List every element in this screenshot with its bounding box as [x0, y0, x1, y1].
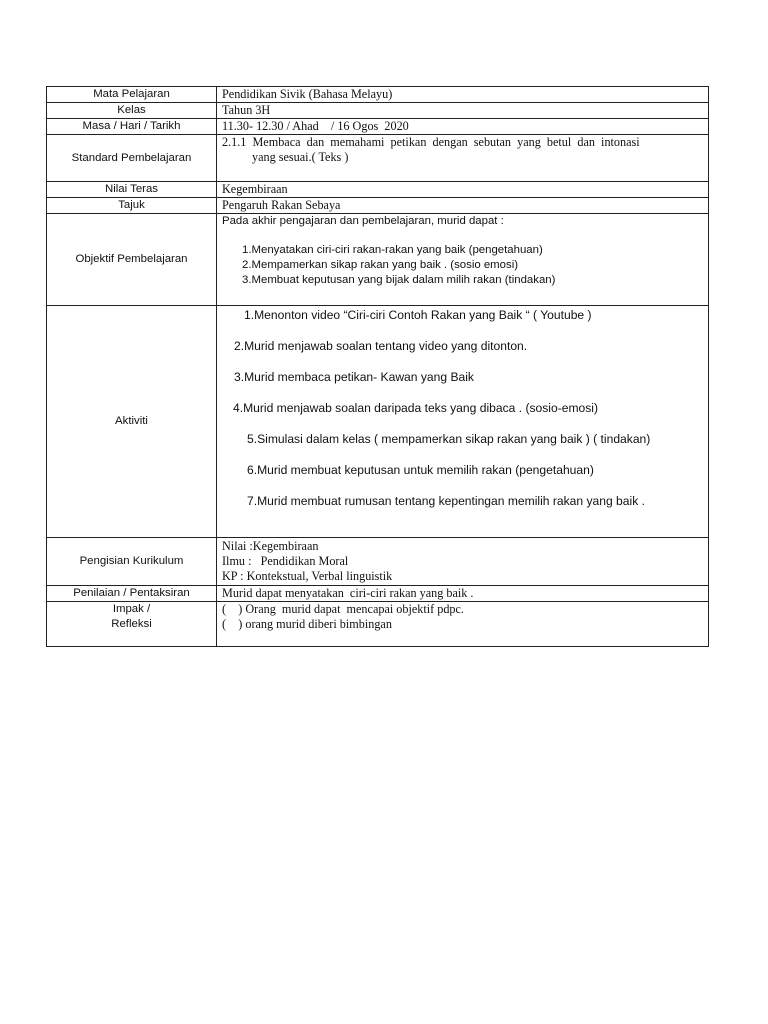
label-standard: Standard Pembelajaran	[47, 135, 217, 182]
row-nilai-teras	[47, 182, 709, 198]
aktiviti-item: 1.Menonton video “Ciri-ciri Contoh Rakan yang Baik “ ( Youtube )	[244, 308, 592, 322]
row-aktiviti	[47, 306, 709, 538]
value-mata-pelajaran: Pendidikan Sivik (Bahasa Melayu)	[217, 87, 709, 103]
value-objektif	[217, 214, 709, 306]
label-impak	[47, 602, 217, 647]
impak-label-line-2: Refleksi	[111, 618, 152, 630]
value-aktiviti	[217, 306, 709, 538]
aktiviti-item: 3.Murid membaca petikan- Kawan yang Baik	[234, 370, 474, 384]
label-nilai-teras: Nilai Teras	[47, 182, 217, 198]
standard-line-1: 2.1.1 Membaca dan memahami petikan dengan sebutan yang betul dan intonasi	[222, 135, 640, 149]
objektif-list	[222, 243, 703, 288]
row-pengisian	[47, 538, 709, 586]
pengisian-nilai: Nilai :Kegembiraan	[222, 539, 319, 553]
aktiviti-item: 2.Murid menjawab soalan tentang video yang ditonton.	[234, 339, 528, 353]
label-pengisian: Pengisian Kurikulum	[47, 538, 217, 586]
pengisian-kp: KP : Kontekstual, Verbal linguistik	[222, 569, 393, 583]
value-masa: 11.30- 12.30 / Ahad / 16 Ogos 2020	[217, 119, 709, 135]
lesson-plan-table	[46, 86, 709, 647]
aktiviti-item: 7.Murid membuat rumusan tentang kepentingan memilih rakan yang baik .	[247, 494, 645, 508]
label-masa: Masa / Hari / Tarikh	[47, 119, 217, 135]
label-aktiviti: Aktiviti	[47, 306, 217, 538]
standard-line-2: yang sesuai.( Teks )	[252, 150, 349, 164]
aktiviti-item: 6.Murid membuat keputusan untuk memilih rakan (pengetahuan)	[247, 463, 594, 477]
value-standard	[217, 135, 709, 182]
objektif-item: 3.Membuat keputusan yang bijak dalam milih rakan (tindakan)	[242, 274, 556, 286]
row-tajuk	[47, 198, 709, 214]
value-nilai-teras: Kegembiraan	[217, 182, 709, 198]
row-objektif	[47, 214, 709, 306]
label-penilaian: Penilaian / Pentaksiran	[47, 586, 217, 602]
value-pengisian	[217, 538, 709, 586]
row-kelas	[47, 103, 709, 119]
row-penilaian	[47, 586, 709, 602]
pengisian-ilmu: Ilmu : Pendidikan Moral	[222, 554, 349, 568]
value-kelas: Tahun 3H	[217, 103, 709, 119]
value-penilaian: Murid dapat menyatakan ciri-ciri rakan yang baik .	[217, 586, 709, 602]
row-standard	[47, 135, 709, 182]
row-masa	[47, 119, 709, 135]
label-kelas: Kelas	[47, 103, 217, 119]
aktiviti-item: 4.Murid menjawab soalan daripada teks yang dibaca . (sosio-emosi)	[233, 401, 599, 415]
label-objektif: Objektif Pembelajaran	[47, 214, 217, 306]
objektif-intro: Pada akhir pengajaran dan pembelajaran, murid dapat :	[222, 215, 504, 227]
objektif-item: 1.Menyatakan ciri-ciri rakan-rakan yang baik (pengetahuan)	[242, 244, 543, 256]
impak-line-2: ( ) orang murid diberi bimbingan	[222, 617, 392, 631]
row-impak	[47, 602, 709, 647]
aktiviti-item: 5.Simulasi dalam kelas ( mempamerkan sikap rakan yang baik ) ( tindakan)	[247, 432, 651, 446]
value-tajuk: Pengaruh Rakan Sebaya	[217, 198, 709, 214]
row-mata-pelajaran	[47, 87, 709, 103]
value-impak	[217, 602, 709, 647]
label-tajuk: Tajuk	[47, 198, 217, 214]
aktiviti-list	[222, 307, 703, 509]
label-mata-pelajaran: Mata Pelajaran	[47, 87, 217, 103]
impak-label-line-1: Impak /	[112, 603, 151, 615]
objektif-item: 2.Mempamerkan sikap rakan yang baik . (sosio emosi)	[242, 259, 519, 271]
lesson-plan-page	[46, 86, 709, 647]
impak-line-1: ( ) Orang murid dapat mencapai objektif pdpc.	[222, 602, 464, 616]
